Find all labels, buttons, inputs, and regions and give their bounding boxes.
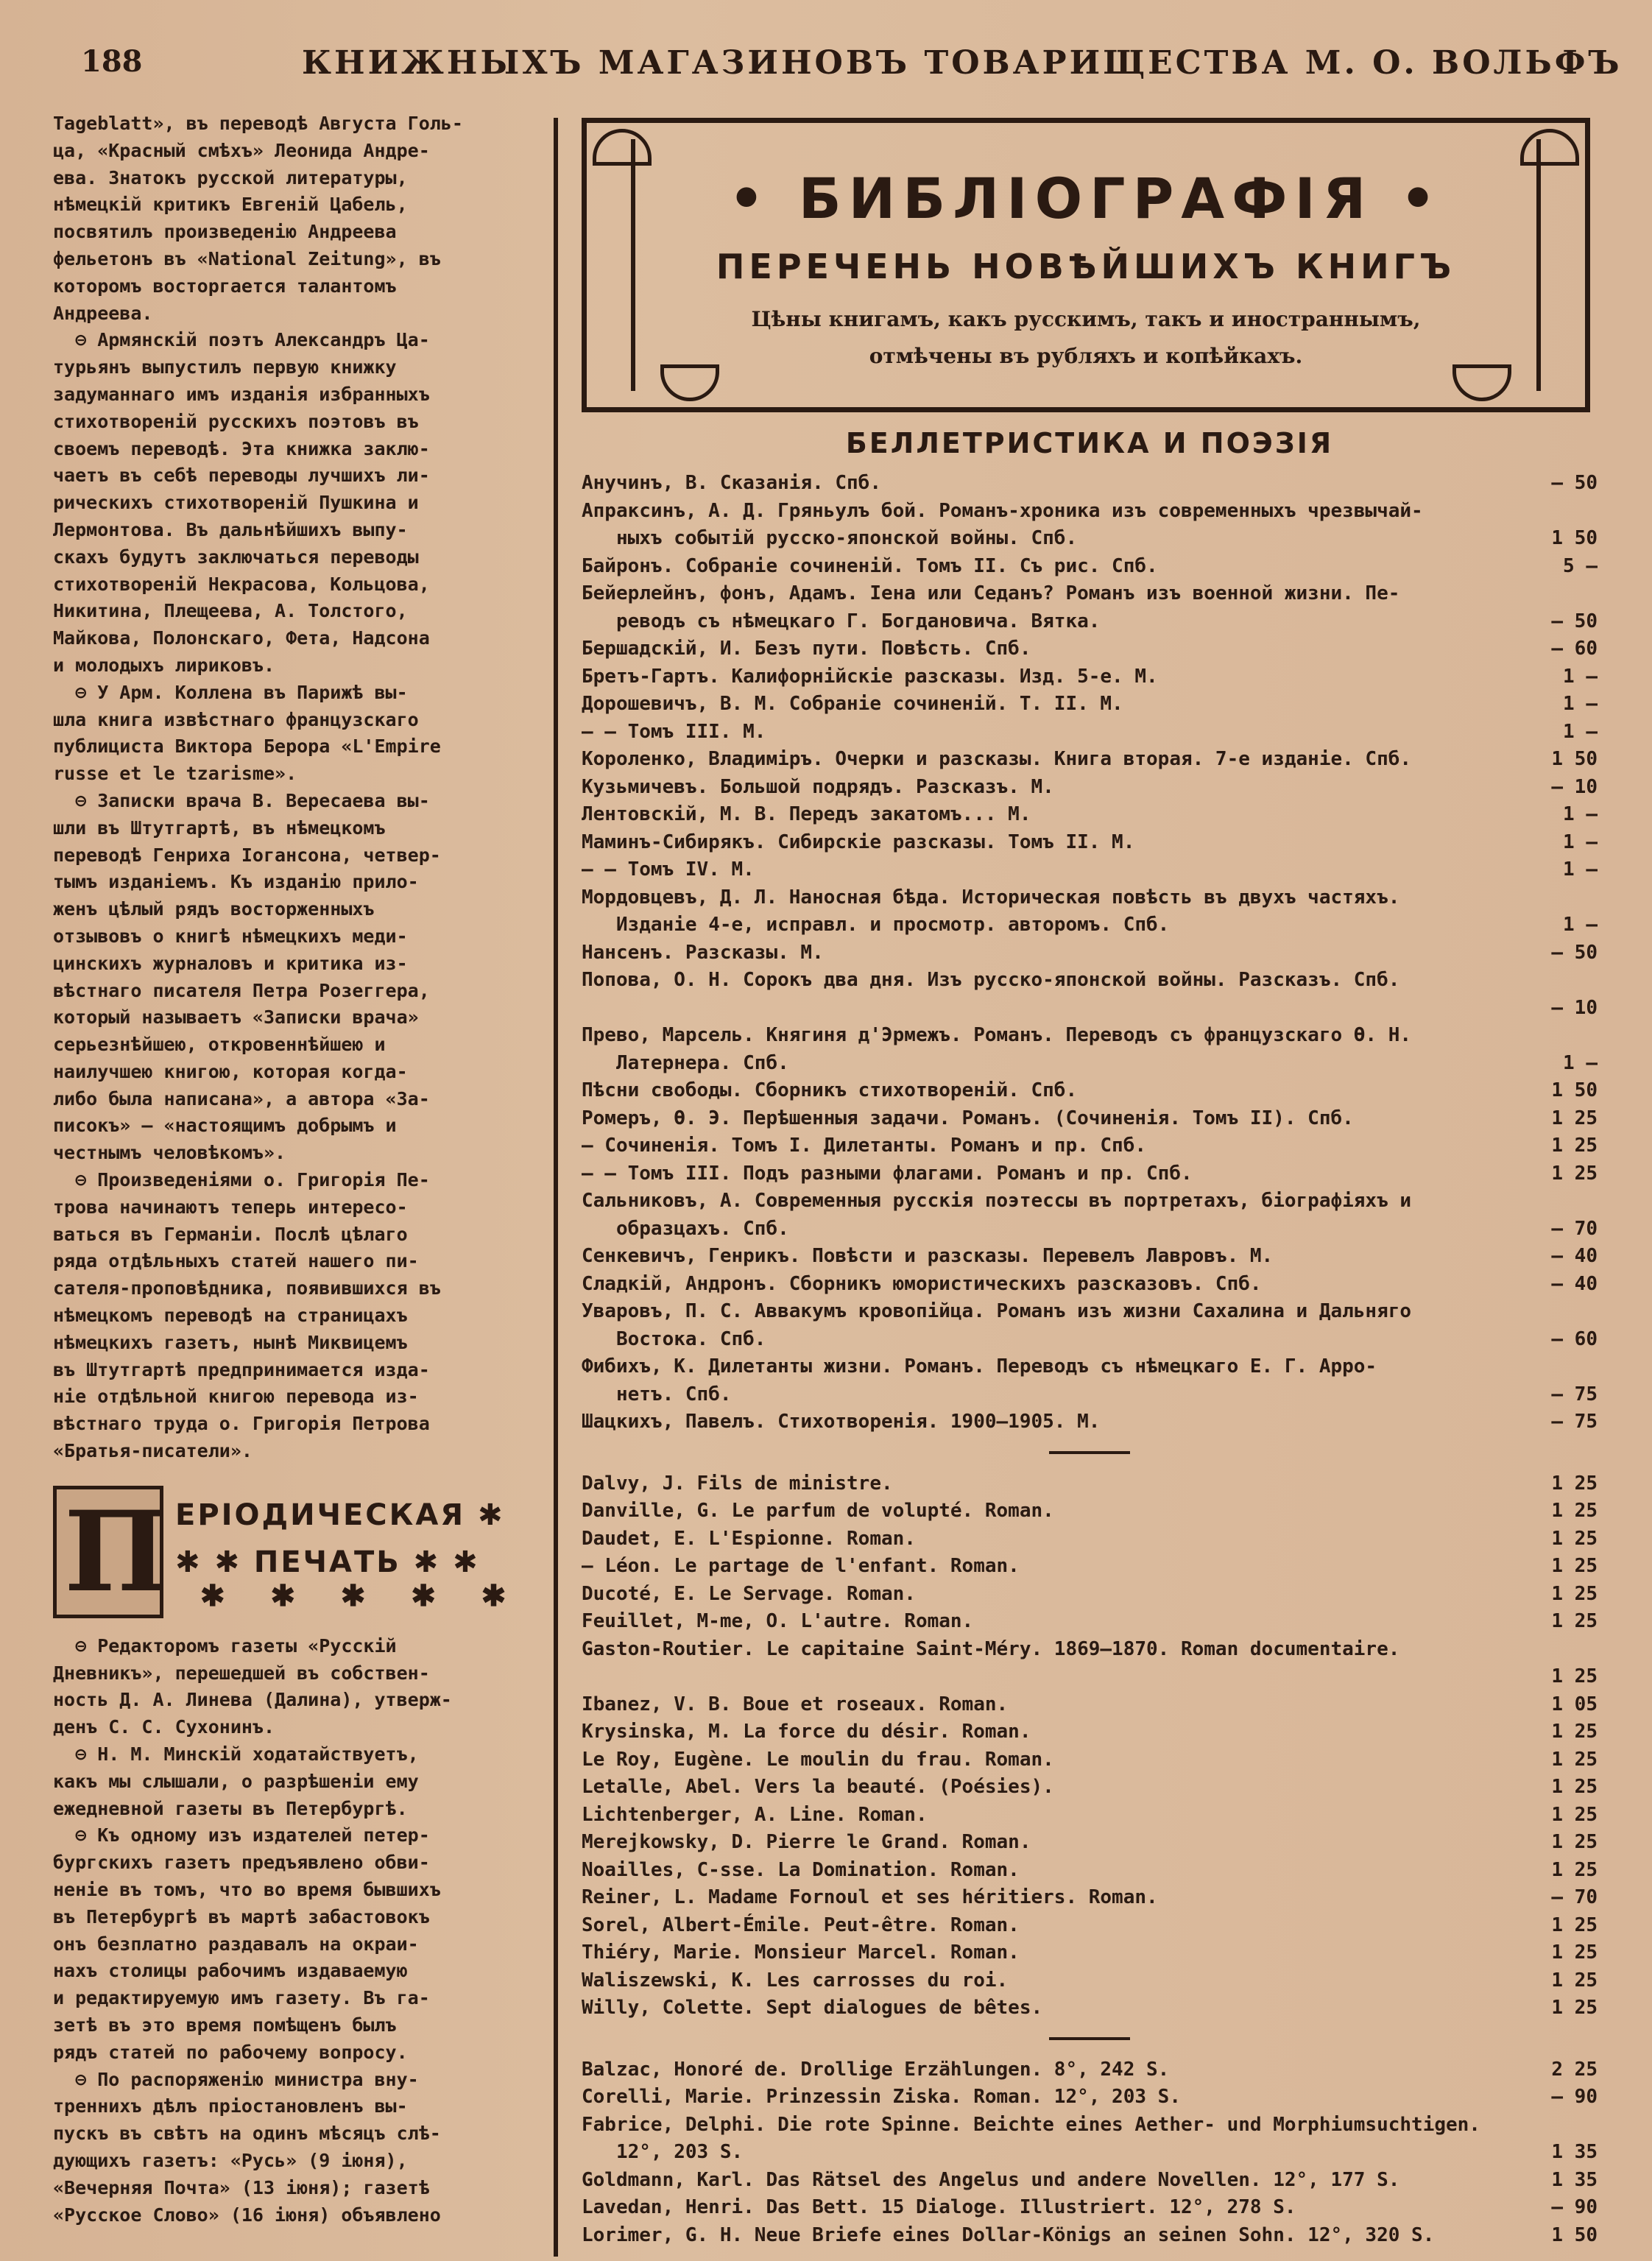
book-price: 1 25 <box>1551 1527 1598 1550</box>
book-entry <box>582 691 1598 719</box>
book-entry <box>582 1188 1598 1243</box>
book-entry <box>582 1608 1598 1636</box>
text-line: стихотвореній русскихъ поэтовъ въ <box>53 410 419 432</box>
book-entry <box>582 553 1598 581</box>
periodical-title-line1: ЕРІОДИЧЕСКАЯ ✱ <box>175 1498 505 1532</box>
book-entry <box>582 1581 1598 1609</box>
book-entry <box>582 1077 1598 1105</box>
book-title: Merejkowsky, D. Pierre le Grand. Roman. <box>582 1831 1031 1853</box>
text-line: либо была написана», а автора «За- <box>53 1087 430 1110</box>
russian-book-list <box>582 470 1598 1436</box>
book-price: 1 25 <box>1551 1162 1598 1185</box>
book-price: — 50 <box>1551 610 1598 632</box>
book-price: 1 25 <box>1551 1582 1598 1605</box>
book-title: Goldmann, Karl. Das Rätsel des Angelus und andere Novellen. 12°, 177 S. <box>582 2168 1400 2191</box>
text-line: неніе въ томъ, что во время бывшихъ <box>53 1879 441 1901</box>
text-line: нѣмецкомъ переводѣ на страницахъ <box>53 1305 408 1327</box>
text-line: рическихъ стихотвореній Пушкина и <box>53 492 419 514</box>
book-price: 1 25 <box>1551 1776 1598 1798</box>
text-line: чаетъ въ себѣ переводы лучшихъ ли- <box>53 465 430 487</box>
text-line: «Братья-писатели». <box>53 1440 253 1462</box>
text-line: Дневникъ», перешедшей въ собствен- <box>53 1662 430 1684</box>
book-price: — 60 <box>1551 638 1598 660</box>
book-entry <box>582 1525 1598 1553</box>
book-entry <box>582 1636 1598 1691</box>
ornament-icon <box>1520 129 1579 166</box>
book-price: — 90 <box>1551 2196 1598 2218</box>
text-line: нѣмецкій критикъ Евгеній Цабель, <box>53 194 408 216</box>
book-price: 1 50 <box>1551 527 1598 549</box>
book-entry <box>582 1857 1598 1885</box>
book-entry <box>582 2112 1598 2167</box>
text-line: стихотвореній Некрасова, Кольцова, <box>53 573 430 595</box>
book-entry <box>582 498 1598 553</box>
book-title: Fabrice, Delphi. Die rote Spinne. Beichte eines Aether- und Morphiumsuchtigen. 12°, 203 S. <box>582 2113 1480 2163</box>
text-line: ⊖ По распоряженію министра вну- <box>53 2068 419 2090</box>
book-price: 1 25 <box>1551 1748 1598 1771</box>
book-entry <box>582 635 1598 663</box>
book-title: Sorel, Albert-Émile. Peut-être. Roman. <box>582 1913 1020 1936</box>
text-line: бургскихъ газетъ предъявлено обви- <box>53 1852 430 1874</box>
book-price: 1 25 <box>1551 1107 1598 1129</box>
book-price: 1 — <box>1563 720 1598 743</box>
book-price: 1 25 <box>1551 1135 1598 1157</box>
ornament-icon <box>660 364 719 401</box>
book-entry <box>582 719 1598 747</box>
left-news-text <box>53 110 546 1465</box>
book-price: 1 25 <box>1551 1472 1598 1495</box>
text-line: шли въ Штутгартѣ, въ нѣмецкомъ <box>53 816 386 839</box>
book-title: Апраксинъ, А. Д. Гряньулъ бой. Романъ-хроника изъ современныхъ чрезвычай- ныхъ событій русско-японской войны. Спб. <box>582 499 1423 549</box>
book-entry <box>582 1691 1598 1719</box>
book-price: 1 25 <box>1551 1555 1598 1577</box>
book-title: Thiéry, Marie. Monsieur Marcel. Roman. <box>582 1941 1020 1964</box>
text-line: который называетъ «Записки врача» <box>53 1006 419 1029</box>
column-divider <box>554 118 558 2257</box>
book-title: Corelli, Marie. Prinzessin Ziska. Roman. 12°, 203 S. <box>582 2086 1181 2108</box>
book-title: Waliszewski, K. Les carrosses du roi. <box>582 1969 1009 1992</box>
text-line: нѣмецкихъ газетъ, нынѣ Миквицемъ <box>53 1331 408 1353</box>
book-entry <box>582 801 1598 829</box>
book-price: — 90 <box>1551 2086 1598 2108</box>
initial-letter: П <box>64 1486 169 1617</box>
book-price: — 10 <box>1551 996 1598 1019</box>
book-title: — — Томъ III. М. <box>582 720 766 743</box>
book-title: Daudet, E. L'Espionne. Roman. <box>582 1527 916 1550</box>
book-entry <box>582 1243 1598 1271</box>
book-title: Сальниковъ, А. Современныя русскія поэтессы въ портретахъ, біографіяхъ и образцахъ. Спб. <box>582 1190 1412 1240</box>
book-entry <box>582 967 1598 1022</box>
text-line: Майкова, Полонскаго, Фета, Надсона <box>53 627 430 649</box>
book-title: Krysinska, M. La force du désir. Roman. <box>582 1721 1031 1743</box>
book-entry <box>582 2056 1598 2084</box>
text-line: наилучшею книгою, которая когда- <box>53 1060 408 1082</box>
periodical-title-line2: ✱ ✱ ПЕЧАТЬ ✱ ✱ <box>175 1545 480 1579</box>
book-title: Попова, О. Н. Сорокъ два дня. Изъ русско-японской войны. Разсказъ. Спб. <box>582 969 1400 991</box>
book-title: — Сочиненія. Томъ I. Дилетанты. Романъ и пр. Спб. <box>582 1135 1147 1157</box>
book-title: Reiner, L. Madame Fornoul et ses héritiers. Roman. <box>582 1886 1158 1908</box>
section-title: БЕЛЛЕТРИСТИКА И ПОЭЗІЯ <box>845 427 1334 459</box>
book-entry <box>582 2167 1598 2195</box>
book-title: Gaston-Routier. Le capitaine Saint-Méry. 1869—1870. Roman documentaire. <box>582 1637 1400 1660</box>
text-line: «Вечерняя Почта» (13 іюня); газетѣ <box>53 2176 430 2198</box>
book-price: 1 — <box>1563 665 1598 688</box>
text-line: ⊖ Н. М. Минскій ходатайствуетъ, <box>53 1743 419 1766</box>
text-line: серьезнѣйшею, откровеннѣйшею и <box>53 1034 386 1056</box>
text-line: ⊖ Произведеніями о. Григорія Пе- <box>53 1169 430 1191</box>
book-price: — 50 <box>1551 472 1598 494</box>
book-entry <box>582 1802 1598 1830</box>
book-price: — 10 <box>1551 775 1598 798</box>
text-line: ева. Знатокъ русской литературы, <box>53 166 408 188</box>
star-ornament: ✱ ✱ ✱ ✱ ✱ <box>200 1578 524 1613</box>
book-title: Lavedan, Henri. Das Bett. 15 Dialoge. Illustriert. 12°, 278 S. <box>582 2196 1296 2218</box>
text-line: ніе отдѣльной книгою перевода из- <box>53 1386 419 1408</box>
text-line: вѣстнаго труда о. Григорія Петрова <box>53 1413 430 1435</box>
book-title: Фибихъ, К. Дилетанты жизни. Романъ. Переводъ съ нѣмецкаго Е. Г. Арро- нетъ. Спб. <box>582 1355 1377 1405</box>
text-line: тымъ изданіемъ. Къ изданію прило- <box>53 871 419 893</box>
book-entry <box>582 829 1598 857</box>
text-line: «Русское Слово» (16 іюня) объявлено <box>53 2204 441 2226</box>
book-price: — 75 <box>1551 1411 1598 1433</box>
bibliography-banner <box>582 118 1590 412</box>
book-price: — 75 <box>1551 1383 1598 1405</box>
text-line: и редактируемую имъ газету. Въ га- <box>53 1987 430 2009</box>
text-line: пускъ въ свѣтъ на одинъ мѣсяцъ слѣ- <box>53 2123 441 2145</box>
book-title: Маминъ-Сибирякъ. Сибирскіе разсказы. Томъ II. М. <box>582 830 1135 853</box>
right-column <box>582 118 1598 2253</box>
text-line: своемъ переводѣ. Эта книжка заклю- <box>53 437 430 459</box>
text-line: зетѣ въ это время помѣщенъ былъ <box>53 2014 397 2036</box>
book-entry <box>582 1132 1598 1160</box>
book-price: — 60 <box>1551 1327 1598 1350</box>
text-line: скахъ будутъ заключаться переводы <box>53 546 419 568</box>
book-entry <box>582 1718 1598 1746</box>
text-line: Никитина, Плещеева, А. Толстого, <box>53 600 408 622</box>
text-line: въ Петербургѣ въ мартѣ забастовокъ <box>53 1905 430 1927</box>
book-price: 1 50 <box>1551 748 1598 770</box>
book-title: Ibanez, V. B. Boue et roseaux. Roman. <box>582 1693 1009 1715</box>
book-price: 1 50 <box>1551 2223 1598 2246</box>
book-price: 1 — <box>1563 858 1598 881</box>
book-title: Шацкихъ, Павелъ. Стихотворенія. 1900—1905. М. <box>582 1411 1101 1433</box>
text-line: ⊖ Записки врача В. Вересаева вы- <box>53 789 430 811</box>
book-title: Lichtenberger, A. Line. Roman. <box>582 1803 928 1826</box>
running-head-title: КНИЖНЫХЪ МАГАЗИНОВЪ ТОВАРИЩЕСТВА М. О. ВОЛЬФЪ <box>302 44 1623 82</box>
text-line: женъ цѣлый рядъ восторженныхъ <box>53 898 375 920</box>
book-title: Le Roy, Eugène. Le moulin du frau. Roman. <box>582 1748 1054 1771</box>
book-entry <box>582 580 1598 635</box>
left-column <box>53 110 546 2246</box>
book-entry <box>582 774 1598 802</box>
book-entry <box>582 1746 1598 1774</box>
book-price: 1 25 <box>1551 1500 1598 1522</box>
book-entry <box>582 1408 1598 1436</box>
text-line: ⊖ Армянскій поэтъ Александръ Ца- <box>53 329 430 351</box>
book-price: 1 25 <box>1551 1997 1598 2019</box>
book-title: — — Томъ III. Подъ разными флагами. Романъ и пр. Спб. <box>582 1162 1193 1185</box>
book-price: 1 — <box>1563 1051 1598 1074</box>
book-title: — Léon. Le partage de l'enfant. Roman. <box>582 1555 1020 1577</box>
text-line: Андреева. <box>53 302 153 324</box>
banner-note-line2: отмѣчены въ рубляхъ и копѣйкахъ. <box>869 344 1303 368</box>
book-title: Мордовцевъ, Д. Л. Наносная бѣда. Историческая повѣсть въ двухъ частяхъ. Изданіе 4-е, исправл. и просмотр. авторомъ. Спб. <box>582 886 1400 936</box>
banner-title: • БИБЛІОГРАФІЯ • <box>728 166 1444 231</box>
periodical-title <box>175 1492 505 1586</box>
text-line: ⊖ Редакторомъ газеты «Русскій <box>53 1634 397 1657</box>
book-price: — 40 <box>1551 1272 1598 1295</box>
text-line: Лермонтова. Въ дальнѣйшихъ выпу- <box>53 518 408 540</box>
book-price: 1 25 <box>1551 1858 1598 1881</box>
book-entry <box>582 2222 1598 2250</box>
book-title: Lorimer, G. H. Neue Briefe eines Dollar-Königs an seinen Sohn. 12°, 320 S. <box>582 2223 1435 2246</box>
text-line: трова начинаютъ теперь интересо- <box>53 1196 408 1218</box>
book-price: 1 25 <box>1551 1665 1598 1687</box>
book-price: 1 25 <box>1551 1721 1598 1743</box>
book-entry <box>582 1553 1598 1581</box>
book-price: — 50 <box>1551 941 1598 964</box>
book-entry <box>582 746 1598 774</box>
german-book-list <box>582 2056 1598 2250</box>
book-price: 1 05 <box>1551 1693 1598 1715</box>
book-entry <box>582 1271 1598 1299</box>
book-entry <box>582 884 1598 939</box>
text-line: ваться въ Германіи. Послѣ цѣлаго <box>53 1223 408 1245</box>
text-line: дующихъ газетъ: «Русь» (9 іюня), <box>53 2149 408 2171</box>
banner-note-line1: Цѣны книгамъ, какъ русскимъ, такъ и иностраннымъ, <box>751 307 1421 331</box>
text-line: отзывовъ о книгѣ нѣмецкихъ меди- <box>53 925 408 947</box>
text-line: посвятилъ произведенію Андреева <box>53 221 397 243</box>
section-divider <box>1049 2037 1130 2040</box>
text-line: нахъ столицы рабочимъ издаваемую <box>53 1960 408 1982</box>
book-entry <box>582 470 1598 498</box>
text-line: въ Штутгартѣ предпринимается изда- <box>53 1358 430 1380</box>
book-title: Кузьмичевъ. Большой подрядъ. Разсказъ. М. <box>582 775 1054 798</box>
book-title: Бретъ-Гартъ. Калифорнійскіе разсказы. Изд. 5-е. М. <box>582 665 1158 688</box>
book-title: Дорошевичъ, В. М. Собраніе сочиненій. Т. II. М. <box>582 693 1123 715</box>
text-line: вѣстнаго писателя Петра Розеггера, <box>53 979 430 1001</box>
book-entry <box>582 1829 1598 1857</box>
book-price: — 70 <box>1551 1217 1598 1240</box>
book-entry <box>582 1994 1598 2022</box>
book-price: — 70 <box>1551 1886 1598 1908</box>
book-title: Байронъ. Собраніе сочиненій. Томъ II. Съ рис. Спб. <box>582 554 1158 577</box>
book-title: Бейерлейнъ, фонъ, Адамъ. Іена или Седанъ? Романъ изъ военной жизни. Пе- реводъ съ нѣмецкаго Г. Богдановича. Вятка. <box>582 582 1400 632</box>
book-title: Feuillet, M-me, O. L'autre. Roman. <box>582 1610 974 1632</box>
book-price: 1 35 <box>1551 2168 1598 2191</box>
text-line: шла книга извѣстнаго французскаго <box>53 708 419 730</box>
text-line: ⊖ Къ одному изъ издателей петер- <box>53 1824 430 1846</box>
book-price: 1 25 <box>1551 1610 1598 1632</box>
text-line: честнымъ человѣкомъ». <box>53 1142 286 1164</box>
text-line: какъ мы слышали, о разрѣшеніи ему <box>53 1770 419 1792</box>
text-line: фельетонъ въ «National Zeitung», въ <box>53 247 441 269</box>
book-title: Анучинъ, В. Сказанія. Спб. <box>582 472 881 494</box>
book-price: 1 50 <box>1551 1079 1598 1101</box>
book-title: Бершадскій, И. Безъ пути. Повѣсть. Спб. <box>582 638 1031 660</box>
book-title: Нансенъ. Разсказы. М. <box>582 941 824 964</box>
book-title: Dalvy, J. Fils de ministre. <box>582 1472 893 1495</box>
text-line: переводѣ Генриха Іогансона, четвер- <box>53 844 441 866</box>
text-line: турьянъ выпустилъ первую книжку <box>53 356 397 378</box>
text-line: писокъ» — «настоящимъ добрымъ и <box>53 1115 397 1137</box>
banner-subtitle: ПЕРЕЧЕНЬ НОВѢЙШИХЪ КНИГЪ <box>716 247 1456 286</box>
book-entry <box>582 663 1598 691</box>
book-price: — 40 <box>1551 1245 1598 1267</box>
ornamental-initial <box>53 1486 169 1618</box>
book-price: 1 25 <box>1551 1803 1598 1826</box>
book-price: 1 — <box>1563 803 1598 825</box>
book-entry <box>582 856 1598 884</box>
book-price: 1 25 <box>1551 1913 1598 1936</box>
book-entry <box>582 1967 1598 1995</box>
book-entry <box>582 1160 1598 1188</box>
book-entry <box>582 1105 1598 1133</box>
book-price: 5 — <box>1563 554 1598 577</box>
book-price: 1 25 <box>1551 1831 1598 1853</box>
section-divider <box>1049 1451 1130 1454</box>
book-title: Willy, Colette. Sept dialogues de bêtes. <box>582 1997 1043 2019</box>
ornament-icon <box>593 129 652 166</box>
book-entry <box>582 1498 1598 1525</box>
book-entry <box>582 1022 1598 1077</box>
periodical-press-heading <box>53 1486 546 1626</box>
book-entry <box>582 1353 1598 1408</box>
text-line: задуманнаго имъ изданія избранныхъ <box>53 383 430 405</box>
book-title: Прево, Марсель. Княгиня д'Эрмежъ. Романъ. Переводъ съ французскаго Ѳ. Н. Латернера. Спб. <box>582 1024 1412 1074</box>
book-title: Пѣсни свободы. Сборникъ стихотвореній. Спб. <box>582 1079 1078 1101</box>
text-line: треннихъ дѣлъ пріостановленъ вы- <box>53 2095 408 2117</box>
book-title: — — Томъ IV. М. <box>582 858 755 881</box>
book-title: Noailles, C-sse. La Domination. Roman. <box>582 1858 1020 1881</box>
book-entry <box>582 939 1598 967</box>
text-line: цинскихъ журналовъ и критика из- <box>53 952 408 974</box>
book-entry <box>582 1939 1598 1967</box>
text-line: онъ безплатно раздавалъ на окраи- <box>53 1933 419 1955</box>
text-line: публициста Виктора Берора «L'Empire <box>53 736 441 758</box>
text-line: которомъ восторгается талантомъ <box>53 275 397 297</box>
text-line: ⊖ У Арм. Коллена въ Парижѣ вы- <box>53 681 408 703</box>
book-price: 1 — <box>1563 693 1598 715</box>
text-line: и молодыхъ лириковъ. <box>53 654 275 676</box>
book-title: Сладкій, Андронъ. Сборникъ юмористическихъ разсказовъ. Спб. <box>582 1272 1262 1295</box>
book-price: 2 25 <box>1551 2058 1598 2081</box>
periodical-news-text <box>53 1633 546 2229</box>
book-entry <box>582 1884 1598 1912</box>
text-line: сателя-проповѣдника, появившихся въ <box>53 1277 441 1299</box>
text-line: ность Д. А. Линева (Далина), утверж- <box>53 1689 452 1711</box>
ornament-icon <box>1452 364 1511 401</box>
book-price: 1 25 <box>1551 1969 1598 1992</box>
book-title: Letalle, Abel. Vers la beauté. (Poésies). <box>582 1776 1054 1798</box>
page-number: 188 <box>81 44 143 79</box>
book-entry <box>582 1470 1598 1498</box>
book-title: Лентовскій, М. В. Передъ закатомъ... М. <box>582 803 1031 825</box>
text-line: рядъ статей по рабочему вопросу. <box>53 2041 408 2063</box>
text-line: ряда отдѣльныхъ статей нашего пи- <box>53 1250 419 1272</box>
book-entry <box>582 1912 1598 1940</box>
book-entry <box>582 1774 1598 1802</box>
book-entry <box>582 2194 1598 2222</box>
book-entry <box>582 2084 1598 2112</box>
book-price: 1 — <box>1563 914 1598 936</box>
book-price: 1 35 <box>1551 2141 1598 2163</box>
running-head <box>81 44 1623 88</box>
text-line: денъ С. С. Сухонинъ. <box>53 1716 275 1738</box>
text-line: ца, «Красный смѣхъ» Леонида Андре- <box>53 139 430 161</box>
book-title: Danville, G. Le parfum de volupté. Roman. <box>582 1500 1054 1522</box>
book-title: Ромеръ, Ѳ. Э. Перѣшенныя задачи. Романъ. (Сочиненія. Томъ II). Спб. <box>582 1107 1354 1129</box>
book-entry <box>582 1298 1598 1353</box>
book-title: Balzac, Honoré de. Drollige Erzählungen. 8°, 242 S. <box>582 2058 1170 2081</box>
text-line: Tageblatt», въ переводѣ Августа Голь- <box>53 113 463 134</box>
book-price: 1 25 <box>1551 1941 1598 1964</box>
book-price: 1 — <box>1563 830 1598 853</box>
book-title: Сенкевичъ, Генрикъ. Повѣсти и разсказы. Перевелъ Лавровъ. М. <box>582 1245 1274 1267</box>
book-title: Короленко, Владиміръ. Очерки и разсказы. Книга вторая. 7-е изданіе. Спб. <box>582 748 1412 770</box>
french-book-list <box>582 1470 1598 2022</box>
text-line: russe et le tzarisme». <box>53 763 297 785</box>
book-title: Уваровъ, П. С. Аввакумъ кровопійца. Романъ изъ жизни Сахалина и Дальняго Востока. Спб. <box>582 1300 1412 1350</box>
book-title: Ducoté, E. Le Servage. Roman. <box>582 1582 916 1605</box>
text-line: ежедневной газеты въ Петербургѣ. <box>53 1797 408 1819</box>
